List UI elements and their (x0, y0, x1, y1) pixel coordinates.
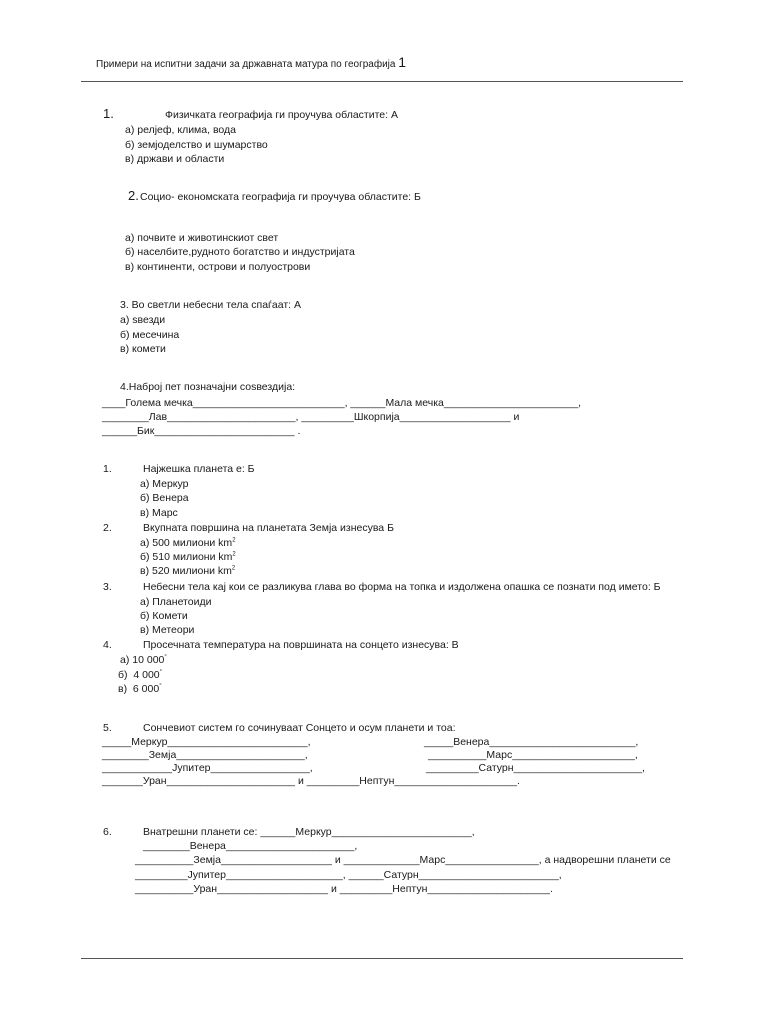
option-c: в) држави и области (125, 153, 225, 165)
fill-line: ____Голема мечка__________________________, ______Мала мечка_______________________, (102, 397, 582, 409)
question-text: Внатрешни планети се: ______Меркур________________________, (143, 826, 475, 838)
question-number: 4. (103, 639, 112, 651)
fill-line: ______Бик________________________ . (102, 425, 301, 437)
question-text: Просечната температура на површината на сонцето изнесува: В (143, 639, 459, 651)
fill-line: __________Марс_____________________, (428, 749, 638, 761)
option-a: а) ѕвезди (120, 314, 166, 326)
fill-line: ____________Јупитер_________________, (102, 762, 313, 774)
fill-line: _______Уран______________________ и _________Нептун_____________________. (102, 775, 520, 787)
option-a: а) почвите и животинскиот свет (125, 232, 279, 244)
footer-divider (81, 958, 683, 959)
option-a: а) 500 милиони $km^2$ (140, 537, 236, 549)
option-b: б) Комети (140, 610, 188, 622)
fill-line: ________Венера______________________, (143, 840, 358, 852)
option-c: в) Марс (140, 507, 178, 519)
question-number: 6. (103, 826, 112, 838)
option-b: б) 510 милиони $km^2$ (140, 551, 236, 563)
question-text: Физичката географија ги проучува областите: А (165, 109, 398, 121)
question-number: 5. (103, 722, 112, 734)
option-a: а) Планетоиди (140, 596, 212, 608)
fill-line: ________Лав______________________, _________Шкорпија___________________ и (102, 411, 520, 423)
option-a: а) 10 000° (120, 654, 167, 666)
question-text: Сончевиот систем го сочинуваат Сонцето и осум планети и тоа: (143, 722, 456, 734)
fill-line: __________Земја___________________ и _____________Марс________________, а надворешни планети се (135, 854, 671, 866)
question-number: 1. (103, 106, 114, 121)
header-divider (81, 81, 683, 82)
option-b: б) населбите,рудното богатство и индустријата (125, 246, 355, 258)
option-b: б) 4 000° (118, 669, 163, 681)
question-text: Најжешка планета е: Б (143, 463, 255, 475)
fill-line: _____Меркур________________________, (102, 736, 311, 748)
option-b: б) Венера (140, 492, 189, 504)
option-c: в) Метеори (140, 624, 195, 636)
option-b: б) земјоделство и шумарство (125, 139, 268, 151)
option-c: в) 6 000° (118, 683, 162, 695)
question-text: Небесни тела кај кои се разликува глава во форма на топка и издолжена опашка се познати под името: Б (143, 581, 661, 593)
question-text: 3. Во светли небесни тела спаѓаат: А (120, 299, 301, 311)
option-c: в) континенти, острови и полуострови (125, 261, 311, 273)
fill-line: __________Уран___________________ и _________Нептун_____________________. (135, 883, 553, 895)
question-text: Социо- економската географија ги проучува областите: Б (140, 191, 421, 203)
question-number: 2. (128, 188, 139, 203)
option-a: а) релјеф, клима, вода (125, 124, 236, 136)
fill-line: _____Венера_________________________, (424, 736, 639, 748)
question-text: Вкупната површина на планетата Земја изнесува Б (143, 522, 394, 534)
question-number: 3. (103, 581, 112, 593)
question-text: 4.Наброј пет позначајни соѕвездија: (120, 381, 296, 393)
fill-line: _________Сатурн______________________, (426, 762, 645, 774)
option-c: в) 520 милиони $km^2$ (140, 565, 236, 577)
option-b: б) месечина (120, 329, 180, 341)
option-a: а) Меркур (140, 478, 189, 490)
question-number: 2. (103, 522, 112, 534)
fill-line: ________Земја______________________, (102, 749, 308, 761)
page-number: 1 (398, 54, 407, 70)
option-c: в) комети (120, 343, 166, 355)
header-title: Примери на испитни задачи за државната матура по географија 1 (96, 54, 407, 70)
fill-line: _________Јупитер____________________, ______Сатурн________________________, (135, 869, 562, 881)
question-number: 1. (103, 463, 112, 475)
